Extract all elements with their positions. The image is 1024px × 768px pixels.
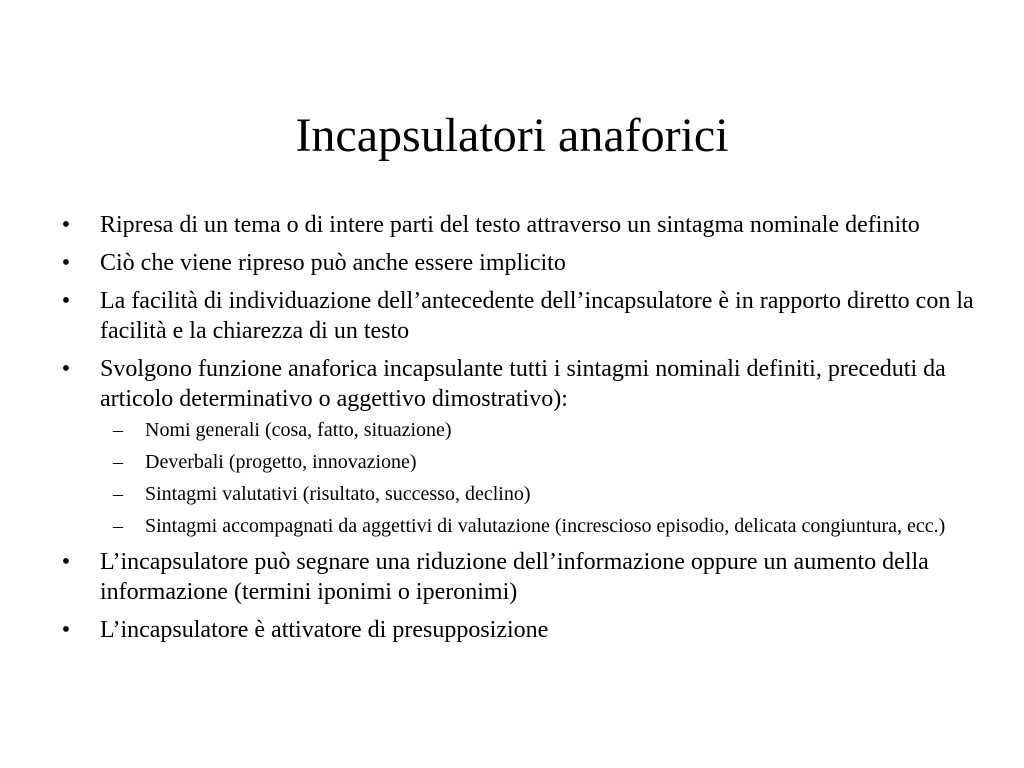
sub-bullet-item bbox=[100, 514, 996, 539]
bullet-item bbox=[56, 286, 996, 346]
bullet-text: Ciò che viene ripreso può anche essere implicito bbox=[100, 250, 566, 276]
bullet-marker: • bbox=[61, 617, 71, 643]
bullet-item bbox=[56, 210, 996, 240]
bullet-marker: • bbox=[61, 250, 71, 276]
bullet-marker: • bbox=[61, 288, 71, 314]
slide-title: Incapsulatori anaforici bbox=[295, 109, 729, 162]
sub-bullet-item bbox=[100, 418, 996, 443]
bullet-marker: • bbox=[61, 356, 71, 382]
sub-bullet-marker: – bbox=[113, 515, 123, 537]
bullet-item bbox=[56, 354, 996, 539]
bullet-item bbox=[56, 547, 996, 607]
sub-bullet-text: Sintagmi valutativi (risultato, successo, declino) bbox=[145, 483, 531, 505]
bullet-list bbox=[56, 210, 996, 653]
bullet-marker: • bbox=[61, 549, 71, 575]
sub-bullet-text: Sintagmi accompagnati da aggettivi di valutazione (increscioso episodio, delicata congiuntura, ecc.) bbox=[145, 515, 946, 537]
bullet-text: L’incapsulatore può segnare una riduzione dell’informazione oppure un aumento della informazione (termini iponimi o iperonimi) bbox=[100, 549, 929, 605]
sub-bullet-marker: – bbox=[113, 451, 123, 473]
bullet-text: L’incapsulatore è attivatore di presupposizione bbox=[100, 617, 549, 643]
sub-bullet-marker: – bbox=[113, 419, 123, 441]
sub-bullet-item bbox=[100, 482, 996, 507]
sub-bullet-list bbox=[100, 418, 996, 539]
sub-bullet-text: Deverbali (progetto, innovazione) bbox=[145, 451, 417, 473]
bullet-item bbox=[56, 615, 996, 645]
sub-bullet-text: Nomi generali (cosa, fatto, situazione) bbox=[145, 419, 452, 441]
bullet-text: Ripresa di un tema o di intere parti del testo attraverso un sintagma nominale definito bbox=[100, 212, 920, 238]
bullet-marker: • bbox=[61, 212, 71, 238]
bullet-text: Svolgono funzione anaforica incapsulante tutti i sintagmi nominali definiti, preceduti da articolo determinativo o aggettivo dimostrativo): bbox=[100, 356, 946, 412]
sub-bullet-marker: – bbox=[113, 483, 123, 505]
bullet-item bbox=[56, 248, 996, 278]
sub-bullet-item bbox=[100, 450, 996, 475]
bullet-text: La facilità di individuazione dell’antecedente dell’incapsulatore è in rapporto diretto con la facilità e la chiarezza di un testo bbox=[100, 288, 974, 344]
